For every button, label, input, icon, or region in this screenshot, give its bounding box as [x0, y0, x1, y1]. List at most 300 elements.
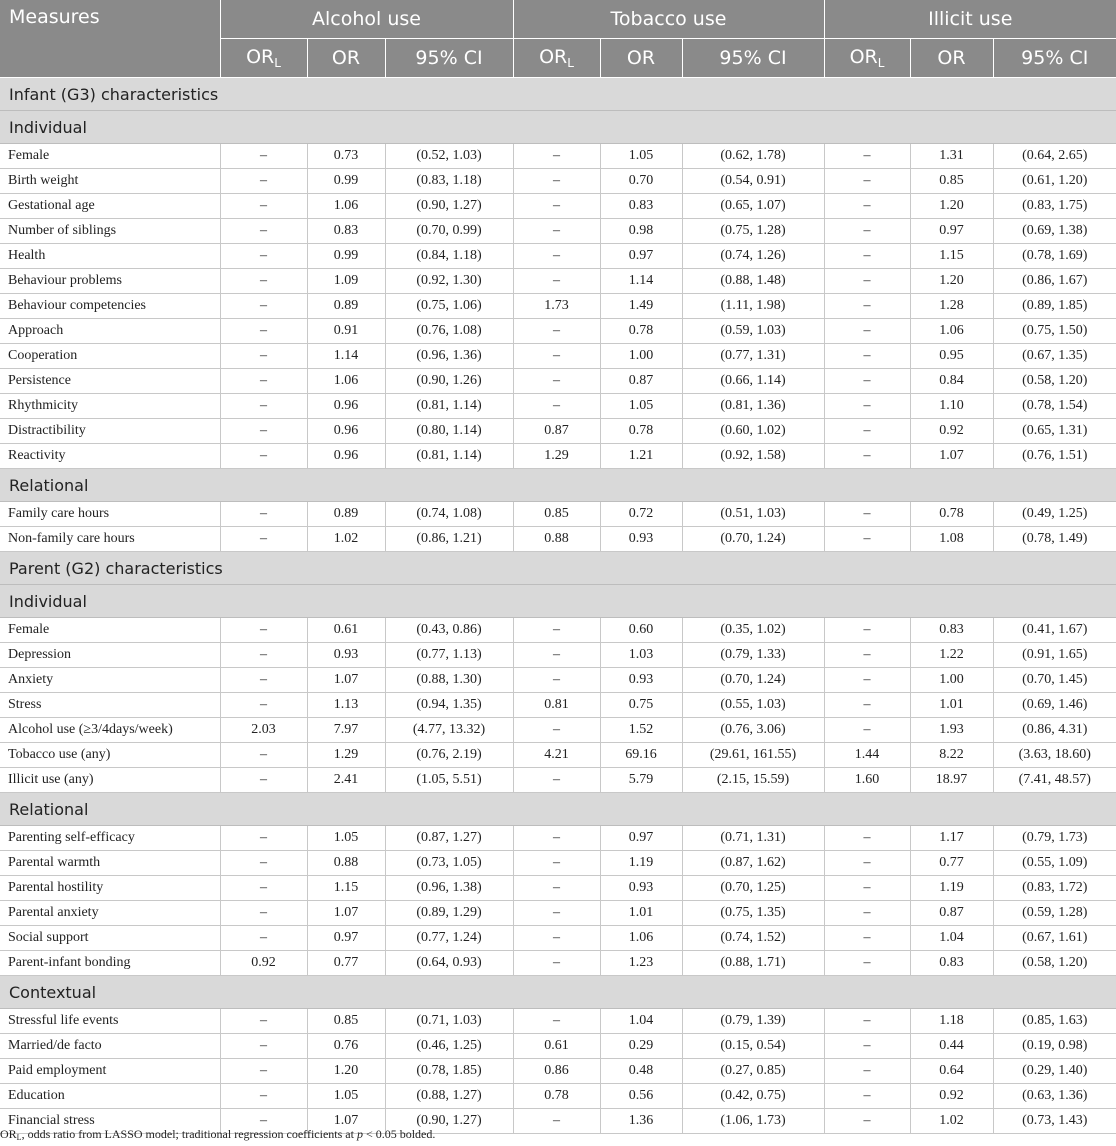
section-title: Parent (G2) characteristics [0, 552, 1116, 585]
table-cell: 1.73 [513, 294, 600, 319]
table-cell: – [513, 718, 600, 743]
subsection-heading [0, 976, 1116, 1009]
table-cell: 0.70 [600, 169, 682, 194]
table-cell: 1.20 [307, 1059, 385, 1084]
table-cell: (0.90, 1.27) [385, 1109, 513, 1134]
table-cell: (0.70, 1.24) [682, 527, 824, 552]
table-cell: – [220, 319, 307, 344]
table-cell: (0.58, 1.20) [993, 951, 1116, 976]
table-cell: – [824, 826, 910, 851]
table-row [0, 743, 1116, 768]
table-cell: 0.96 [307, 394, 385, 419]
table-cell: (0.89, 1.29) [385, 901, 513, 926]
table-cell: 1.15 [307, 876, 385, 901]
table-cell: (0.74, 1.26) [682, 244, 824, 269]
table-cell: (0.90, 1.27) [385, 194, 513, 219]
table-cell: (0.59, 1.28) [993, 901, 1116, 926]
table-cell: 0.73 [307, 144, 385, 169]
table-cell: – [513, 826, 600, 851]
table-cell: – [513, 1009, 600, 1034]
table-cell: 1.02 [910, 1109, 993, 1134]
table-cell: (0.88, 1.71) [682, 951, 824, 976]
alcohol-ci-header: 95% CI [385, 39, 513, 78]
row-label: Education [0, 1084, 220, 1109]
footnote-p: p [356, 1127, 363, 1141]
table-cell: – [824, 901, 910, 926]
table-cell: (0.70, 1.45) [993, 668, 1116, 693]
table-cell: (0.78, 1.85) [385, 1059, 513, 1084]
table-cell: 0.93 [307, 643, 385, 668]
table-cell: 1.07 [910, 444, 993, 469]
table-cell: (0.51, 1.03) [682, 502, 824, 527]
row-label: Illicit use (any) [0, 768, 220, 793]
table-cell: 0.97 [600, 244, 682, 269]
row-label: Gestational age [0, 194, 220, 219]
table-cell: – [220, 643, 307, 668]
table-cell: 1.19 [910, 876, 993, 901]
table-cell: – [824, 1109, 910, 1134]
table-cell: (0.81, 1.14) [385, 394, 513, 419]
table-cell: (0.73, 1.43) [993, 1109, 1116, 1134]
table-cell: (0.83, 1.72) [993, 876, 1116, 901]
table-cell: – [824, 269, 910, 294]
table-cell: 1.18 [910, 1009, 993, 1034]
table-cell: (0.94, 1.35) [385, 693, 513, 718]
table-cell: (0.65, 1.31) [993, 419, 1116, 444]
table-cell: 69.16 [600, 743, 682, 768]
alcohol-or-header: OR [307, 39, 385, 78]
row-label: Distractibility [0, 419, 220, 444]
table-cell: 7.97 [307, 718, 385, 743]
illicit-group-header: Illicit use [824, 0, 1116, 39]
table-cell: – [220, 1034, 307, 1059]
table-cell: 0.84 [910, 369, 993, 394]
table-cell: 0.99 [307, 169, 385, 194]
table-cell: (0.85, 1.63) [993, 1009, 1116, 1034]
table-cell: 1.22 [910, 643, 993, 668]
table-cell: – [824, 951, 910, 976]
table-cell: 0.72 [600, 502, 682, 527]
table-cell: 0.44 [910, 1034, 993, 1059]
table-cell: (0.81, 1.14) [385, 444, 513, 469]
table-cell: 2.41 [307, 768, 385, 793]
table-cell: (0.87, 1.27) [385, 826, 513, 851]
section-title: Contextual [0, 976, 1116, 1009]
table-cell: – [824, 618, 910, 643]
table-cell: – [220, 344, 307, 369]
table-row [0, 369, 1116, 394]
table-cell: (0.96, 1.38) [385, 876, 513, 901]
table-cell: (0.84, 1.18) [385, 244, 513, 269]
table-cell: 0.83 [600, 194, 682, 219]
table-cell: 0.93 [600, 876, 682, 901]
table-cell: 8.22 [910, 743, 993, 768]
table-cell: (0.76, 1.51) [993, 444, 1116, 469]
table-cell: 1.04 [600, 1009, 682, 1034]
table-cell: – [220, 1084, 307, 1109]
table-cell: 0.83 [910, 618, 993, 643]
table-cell: (0.54, 0.91) [682, 169, 824, 194]
table-cell: – [513, 319, 600, 344]
table-cell: – [824, 1059, 910, 1084]
table-cell: 0.60 [600, 618, 682, 643]
table-cell: 1.60 [824, 768, 910, 793]
table-cell: (0.77, 1.24) [385, 926, 513, 951]
table-cell: (0.86, 1.21) [385, 527, 513, 552]
table-cell: – [513, 369, 600, 394]
table-row [0, 194, 1116, 219]
table-cell: 1.07 [307, 901, 385, 926]
table-cell: (0.75, 1.28) [682, 219, 824, 244]
table-cell: (0.83, 1.18) [385, 169, 513, 194]
table-cell: – [513, 219, 600, 244]
table-cell: – [824, 169, 910, 194]
table-cell: – [220, 144, 307, 169]
table-cell: – [220, 244, 307, 269]
table-cell: 1.31 [910, 144, 993, 169]
table-row [0, 901, 1116, 926]
table-cell: – [220, 502, 307, 527]
row-label: Rhythmicity [0, 394, 220, 419]
table-row [0, 1059, 1116, 1084]
tobacco-group-header: Tobacco use [513, 0, 824, 39]
table-cell: – [824, 294, 910, 319]
table-cell: 1.19 [600, 851, 682, 876]
table-cell: (0.60, 1.02) [682, 419, 824, 444]
row-label: Persistence [0, 369, 220, 394]
row-label: Parental anxiety [0, 901, 220, 926]
measures-header: Measures [0, 0, 220, 78]
table-row [0, 294, 1116, 319]
table-cell: 0.61 [307, 618, 385, 643]
section-heading [0, 552, 1116, 585]
table-row [0, 219, 1116, 244]
table-row [0, 419, 1116, 444]
row-label: Depression [0, 643, 220, 668]
table-cell: (0.67, 1.61) [993, 926, 1116, 951]
table-row [0, 344, 1116, 369]
table-cell: (0.71, 1.31) [682, 826, 824, 851]
table-cell: (0.75, 1.35) [682, 901, 824, 926]
row-label: Birth weight [0, 169, 220, 194]
row-label: Social support [0, 926, 220, 951]
row-label: Female [0, 618, 220, 643]
table-cell: – [220, 527, 307, 552]
row-label: Paid employment [0, 1059, 220, 1084]
table-cell: – [824, 444, 910, 469]
row-label: Parental hostility [0, 876, 220, 901]
table-cell: (1.11, 1.98) [682, 294, 824, 319]
table-cell: (0.81, 1.36) [682, 394, 824, 419]
table-cell: 1.14 [600, 269, 682, 294]
table-cell: – [824, 344, 910, 369]
table-cell: 1.20 [910, 194, 993, 219]
table-cell: – [513, 876, 600, 901]
table-cell: (0.89, 1.85) [993, 294, 1116, 319]
row-label: Parenting self-efficacy [0, 826, 220, 851]
table-footnote [0, 1127, 435, 1142]
row-label: Female [0, 144, 220, 169]
row-label: Financial stress [0, 1109, 220, 1134]
alcohol-orl-subscript: L [274, 56, 281, 70]
table-cell: 4.21 [513, 743, 600, 768]
table-row [0, 668, 1116, 693]
table-cell: (0.55, 1.03) [682, 693, 824, 718]
table-cell: 0.85 [513, 502, 600, 527]
row-label: Approach [0, 319, 220, 344]
subsection-heading [0, 469, 1116, 502]
table-cell: 1.44 [824, 743, 910, 768]
table-row [0, 1084, 1116, 1109]
table-cell: (0.74, 1.08) [385, 502, 513, 527]
table-cell: 1.36 [600, 1109, 682, 1134]
table-cell: (0.77, 1.31) [682, 344, 824, 369]
table-cell: (0.41, 1.67) [993, 618, 1116, 643]
table-cell: (0.79, 1.39) [682, 1009, 824, 1034]
table-cell: – [220, 194, 307, 219]
table-cell: – [824, 419, 910, 444]
table-cell: – [513, 194, 600, 219]
table-cell: – [220, 394, 307, 419]
table-cell: – [513, 901, 600, 926]
table-cell: – [824, 851, 910, 876]
illicit-orl-header [824, 39, 910, 78]
table-cell: (0.65, 1.07) [682, 194, 824, 219]
section-title: Infant (G3) characteristics [0, 78, 1116, 111]
table-cell: 1.13 [307, 693, 385, 718]
table-row [0, 1034, 1116, 1059]
table-cell: – [824, 502, 910, 527]
table-cell: – [220, 169, 307, 194]
table-cell: – [220, 876, 307, 901]
table-cell: – [513, 951, 600, 976]
table-cell: 2.03 [220, 718, 307, 743]
table-cell: 0.88 [307, 851, 385, 876]
table-cell: 1.14 [307, 344, 385, 369]
table-cell: (0.71, 1.03) [385, 1009, 513, 1034]
table-cell: – [220, 219, 307, 244]
table-cell: – [824, 244, 910, 269]
table-cell: (0.70, 0.99) [385, 219, 513, 244]
table-cell: – [220, 444, 307, 469]
table-cell: – [220, 668, 307, 693]
table-cell: (0.86, 4.31) [993, 718, 1116, 743]
table-cell: 0.64 [910, 1059, 993, 1084]
table-cell: (0.63, 1.36) [993, 1084, 1116, 1109]
table-cell: (0.69, 1.38) [993, 219, 1116, 244]
table-cell: (0.73, 1.05) [385, 851, 513, 876]
table-cell: 0.87 [910, 901, 993, 926]
table-cell: 1.28 [910, 294, 993, 319]
table-cell: 0.83 [910, 951, 993, 976]
table-cell: 0.99 [307, 244, 385, 269]
table-cell: (0.78, 1.69) [993, 244, 1116, 269]
table-cell: 1.04 [910, 926, 993, 951]
table-cell: – [513, 643, 600, 668]
table-row [0, 876, 1116, 901]
table-row [0, 951, 1116, 976]
table-cell: (0.83, 1.75) [993, 194, 1116, 219]
table-cell: – [513, 851, 600, 876]
table-cell: – [513, 169, 600, 194]
table-cell: (0.64, 2.65) [993, 144, 1116, 169]
table-cell: 1.05 [307, 1084, 385, 1109]
table-row [0, 444, 1116, 469]
row-label: Non-family care hours [0, 527, 220, 552]
table-cell: (0.35, 1.02) [682, 618, 824, 643]
table-cell: – [824, 718, 910, 743]
table-cell: – [513, 244, 600, 269]
table-cell: – [220, 294, 307, 319]
table-cell: – [513, 618, 600, 643]
table-cell: (0.42, 0.75) [682, 1084, 824, 1109]
table-cell: 5.79 [600, 768, 682, 793]
row-label: Anxiety [0, 668, 220, 693]
section-title: Relational [0, 793, 1116, 826]
row-label: Tobacco use (any) [0, 743, 220, 768]
table-cell: 0.92 [910, 1084, 993, 1109]
table-cell: 1.01 [910, 693, 993, 718]
table-cell: – [513, 1109, 600, 1134]
table-cell: – [824, 1034, 910, 1059]
table-cell: 0.48 [600, 1059, 682, 1084]
table-cell: – [824, 319, 910, 344]
table-cell: – [824, 693, 910, 718]
table-cell: (0.75, 1.50) [993, 319, 1116, 344]
table-cell: 0.93 [600, 527, 682, 552]
table-cell: 0.88 [513, 527, 600, 552]
table-cell: – [220, 768, 307, 793]
footnote-orl: OR [0, 1127, 17, 1141]
table-cell: – [220, 1109, 307, 1134]
table-row [0, 768, 1116, 793]
table-cell: 0.96 [307, 419, 385, 444]
table-cell: – [824, 369, 910, 394]
table-row [0, 144, 1116, 169]
table-cell: – [824, 876, 910, 901]
table-cell: (0.88, 1.27) [385, 1084, 513, 1109]
table-cell: (0.78, 1.54) [993, 394, 1116, 419]
table-cell: (0.59, 1.03) [682, 319, 824, 344]
table-cell: (0.77, 1.13) [385, 643, 513, 668]
tobacco-ci-header: 95% CI [682, 39, 824, 78]
table-header [0, 0, 1116, 78]
table-cell: – [513, 394, 600, 419]
table-cell: (0.49, 1.25) [993, 502, 1116, 527]
table-cell: 1.10 [910, 394, 993, 419]
table-row [0, 693, 1116, 718]
row-label: Parent-infant bonding [0, 951, 220, 976]
table-cell: (0.46, 1.25) [385, 1034, 513, 1059]
table-cell: (0.92, 1.30) [385, 269, 513, 294]
table-cell: 1.03 [600, 643, 682, 668]
table-cell: 0.77 [307, 951, 385, 976]
alcohol-orl-header [220, 39, 307, 78]
table-cell: (0.79, 1.33) [682, 643, 824, 668]
row-label: Family care hours [0, 502, 220, 527]
table-row [0, 926, 1116, 951]
table-row [0, 394, 1116, 419]
table-cell: (29.61, 161.55) [682, 743, 824, 768]
section-title: Relational [0, 469, 1116, 502]
table-cell: 0.93 [600, 668, 682, 693]
row-label: Health [0, 244, 220, 269]
table-row [0, 319, 1116, 344]
table-cell: – [824, 1009, 910, 1034]
table-cell: 0.97 [307, 926, 385, 951]
table-cell: (0.76, 1.08) [385, 319, 513, 344]
table-cell: – [824, 643, 910, 668]
table-cell: 0.95 [910, 344, 993, 369]
table-row [0, 851, 1116, 876]
row-label: Behaviour problems [0, 269, 220, 294]
table-cell: 1.06 [307, 194, 385, 219]
table-cell: (0.88, 1.48) [682, 269, 824, 294]
table-cell: (0.86, 1.67) [993, 269, 1116, 294]
table-cell: – [220, 693, 307, 718]
section-title: Individual [0, 585, 1116, 618]
table-cell: (7.41, 48.57) [993, 768, 1116, 793]
table-cell: (0.96, 1.36) [385, 344, 513, 369]
table-cell: 0.56 [600, 1084, 682, 1109]
table-cell: (0.79, 1.73) [993, 826, 1116, 851]
table-cell: – [220, 369, 307, 394]
table-cell: (0.75, 1.06) [385, 294, 513, 319]
table-cell: (0.66, 1.14) [682, 369, 824, 394]
table-cell: 1.07 [307, 668, 385, 693]
table-cell: – [824, 668, 910, 693]
table-row [0, 826, 1116, 851]
row-label: Behaviour competencies [0, 294, 220, 319]
table-cell: – [220, 269, 307, 294]
table-cell: (0.19, 0.98) [993, 1034, 1116, 1059]
tobacco-orl-header [513, 39, 600, 78]
table-row [0, 269, 1116, 294]
table-cell: 1.20 [910, 269, 993, 294]
table-cell: 0.81 [513, 693, 600, 718]
table-cell: 0.97 [910, 219, 993, 244]
illicit-orl-subscript: L [877, 56, 885, 70]
table-cell: (0.88, 1.30) [385, 668, 513, 693]
row-label: Alcohol use (≥3/4days/week) [0, 718, 220, 743]
table-cell: 0.77 [910, 851, 993, 876]
table-cell: 0.76 [307, 1034, 385, 1059]
table-cell: – [220, 926, 307, 951]
table-row [0, 618, 1116, 643]
table-cell: 1.05 [307, 826, 385, 851]
table-cell: – [824, 219, 910, 244]
subsection-heading [0, 111, 1116, 144]
tobacco-orl-subscript: L [567, 56, 574, 70]
table-row [0, 643, 1116, 668]
table-cell: 0.89 [307, 502, 385, 527]
table-cell: 1.00 [600, 344, 682, 369]
subsection-heading [0, 793, 1116, 826]
table-cell: 1.05 [600, 144, 682, 169]
table-cell: 0.85 [307, 1009, 385, 1034]
table-cell: (0.90, 1.26) [385, 369, 513, 394]
table-cell: – [220, 743, 307, 768]
table-cell: 0.78 [513, 1084, 600, 1109]
table-cell: 1.06 [910, 319, 993, 344]
table-cell: (1.05, 5.51) [385, 768, 513, 793]
table-cell: 1.08 [910, 527, 993, 552]
footnote-orl-sub: L [16, 1133, 22, 1142]
table-cell: (0.92, 1.58) [682, 444, 824, 469]
illicit-orl-label: OR [849, 46, 878, 68]
table-cell: 0.83 [307, 219, 385, 244]
table-cell: – [824, 144, 910, 169]
